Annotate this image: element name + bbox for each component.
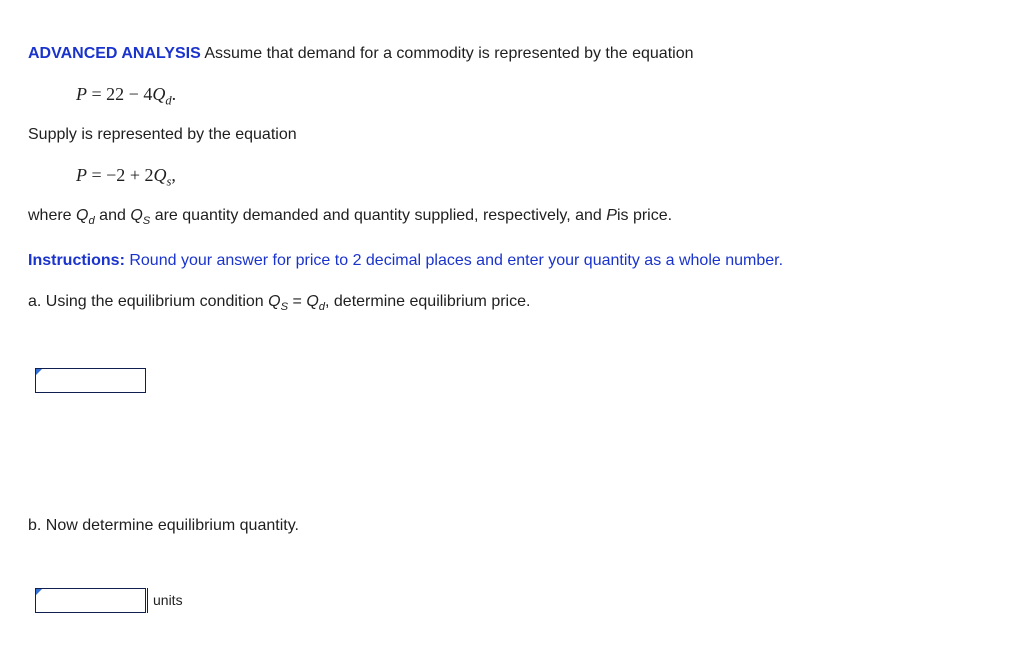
where-and: and: [99, 207, 126, 224]
where-prefix: where: [28, 207, 72, 224]
part-a-qs-var: Q: [268, 293, 281, 310]
instructions-label: Instructions:: [28, 252, 125, 269]
part-a-qd-var: Q: [306, 293, 319, 310]
supply-equation: [76, 164, 176, 189]
supply-eq-variable: Q: [153, 165, 167, 185]
supply-eq-term: [144, 165, 176, 189]
where-line: [28, 206, 672, 226]
part-a-prefix: a. Using the equilibrium condition: [28, 293, 264, 310]
demand-eq-lhs: P: [76, 84, 87, 104]
quantity-answer-input[interactable]: [35, 588, 146, 613]
part-a-qs: [268, 293, 289, 313]
demand-eq-subscript: d: [165, 93, 172, 108]
supply-eq-lhs: P: [76, 165, 87, 185]
p-symbol: P: [606, 207, 617, 224]
supply-eq-constant: −2: [106, 165, 126, 185]
demand-eq-constant: 22: [106, 84, 125, 104]
qs-var: Q: [130, 207, 143, 224]
supply-eq-equals: =: [91, 165, 102, 185]
part-a-comma: ,: [325, 293, 330, 310]
instructions-line: [28, 251, 783, 271]
part-a-qd: [306, 293, 325, 313]
part-a-qd-sub: d: [318, 300, 325, 313]
supply-eq-punct: ,: [171, 165, 176, 185]
demand-eq-equals: =: [91, 84, 102, 104]
part-a-equals: =: [292, 293, 302, 310]
part-a-qs-sub: S: [280, 300, 289, 313]
part-b-prompt: b. Now determine equilibrium quantity.: [28, 517, 299, 534]
demand-eq-punct: .: [171, 84, 177, 104]
where-mid: are quantity demanded and quantity supplied, respectively, and: [154, 207, 602, 224]
demand-eq-variable: Q: [152, 84, 166, 104]
part-a-suffix: determine equilibrium price.: [333, 293, 531, 310]
demand-eq-term: [143, 84, 177, 108]
input-corner-marker: [36, 369, 42, 375]
advanced-analysis-label: ADVANCED ANALYSIS: [28, 45, 201, 62]
qs-symbol: [130, 207, 151, 227]
supply-eq-plus: +: [129, 165, 140, 185]
intro-text: Assume that demand for a commodity is represented by the equation: [204, 45, 694, 62]
part-a-prompt: [28, 292, 530, 312]
intro-line: [28, 44, 693, 64]
qd-symbol: [76, 207, 95, 227]
price-answer-input[interactable]: [35, 368, 146, 393]
qs-sub: S: [142, 214, 151, 227]
demand-eq-minus: −: [128, 84, 139, 104]
where-suffix: is price.: [616, 207, 673, 224]
supply-eq-subscript: s: [166, 174, 172, 189]
demand-equation: [76, 83, 177, 108]
instructions-text: Round your answer for price to 2 decimal places and enter your quantity as a whole number.: [129, 252, 784, 269]
demand-eq-coefficient: 4: [143, 84, 153, 104]
input-corner-marker: [36, 589, 42, 595]
qd-sub: d: [88, 214, 95, 227]
units-label: units: [147, 588, 185, 613]
qd-var: Q: [76, 207, 89, 224]
supply-intro: Supply is represented by the equation: [28, 126, 297, 143]
supply-eq-coefficient: 2: [144, 165, 154, 185]
